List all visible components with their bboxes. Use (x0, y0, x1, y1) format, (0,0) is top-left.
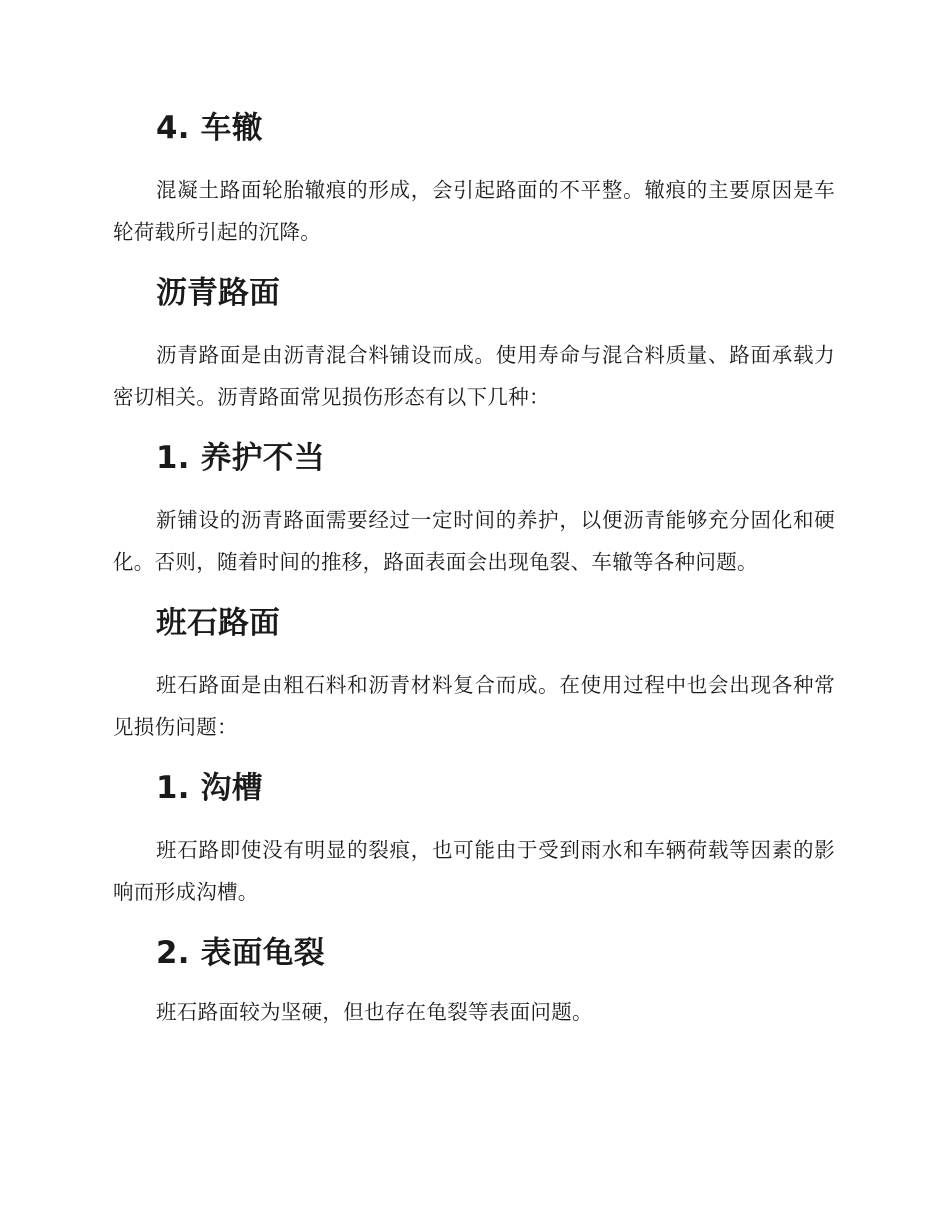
paragraph-asphalt: 沥青路面是由沥青混合料铺设而成。使用寿命与混合料质量、路面承载力密切相关。沥青路面常见损伤形态有以下几种： (113, 343, 835, 409)
paragraph-improper-maintenance: 新铺设的沥青路面需要经过一定时间的养护，以便沥青能够充分固化和硬化。否则，随着时间的推移，路面表面会出现龟裂、车辙等各种问题。 (113, 508, 835, 574)
paragraph-stone-pavement: 班石路面是由粗石料和沥青材料复合而成。在使用过程中也会出现各种常见损伤问题： (113, 673, 835, 739)
section-heading-surface-cracking: 2. 表面龟裂 (156, 935, 325, 971)
document-body (113, 110, 835, 1053)
paragraph-rut: 混凝土路面轮胎辙痕的形成，会引起路面的不平整。辙痕的主要原因是车轮荷载所引起的沉降。 (113, 178, 835, 244)
section-heading-stone-pavement: 班石路面 (156, 605, 281, 641)
paragraph-surface-cracking: 班石路面较为坚硬，但也存在龟裂等表面问题。 (156, 1000, 593, 1024)
section-heading-improper-maintenance: 1. 养护不当 (156, 440, 325, 476)
section-heading-grooves: 1. 沟槽 (156, 770, 263, 806)
section-heading-asphalt: 沥青路面 (156, 275, 281, 311)
section-heading-rut: 4. 车辙 (156, 110, 263, 146)
paragraph-grooves: 班石路即使没有明显的裂痕，也可能由于受到雨水和车辆荷载等因素的影响而形成沟槽。 (113, 838, 835, 904)
